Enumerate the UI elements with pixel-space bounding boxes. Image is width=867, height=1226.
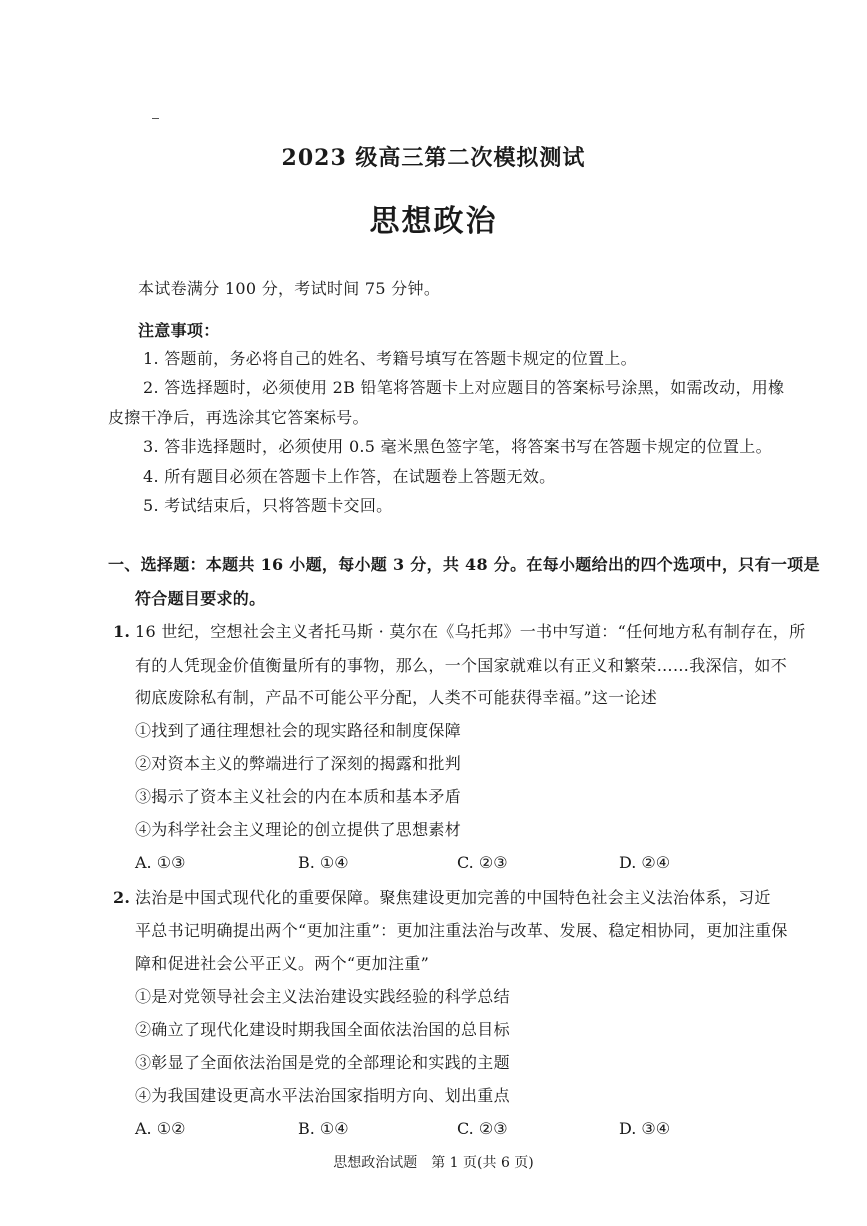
option-b: B. ①④ bbox=[298, 853, 349, 872]
option-d: D. ③④ bbox=[619, 1119, 671, 1138]
statement-item: ①找到了通往理想社会的现实路径和制度保障 bbox=[135, 721, 462, 740]
subject-title: 思想政治 bbox=[369, 204, 498, 239]
exam-title: 2023 级高三第二次模拟测试 bbox=[281, 145, 586, 171]
question-stem-line: 16 世纪，空想社会主义者托马斯 · 莫尔在《乌托邦》一书中写道：“任何地方私有制存在，所 bbox=[135, 622, 806, 641]
question-stem-line: 彻底废除私有制，产品不可能公平分配，人类不可能获得幸福。”这一论述 bbox=[135, 688, 658, 707]
note-item: 2. 答选择题时，必须使用 2B 铅笔将答题卡上对应题目的答案标号涂黑，如需改动，用橡 bbox=[143, 378, 785, 397]
option-c: C. ②③ bbox=[457, 853, 508, 872]
statement-item: ④为科学社会主义理论的创立提供了思想素材 bbox=[135, 820, 462, 839]
note-item-continued: 皮擦干净后，再选涂其它答案标号。 bbox=[108, 408, 369, 427]
question-number: 1. bbox=[113, 622, 131, 641]
option-a: A. ①③ bbox=[135, 853, 186, 872]
answer-options bbox=[135, 1119, 695, 1139]
option-c: C. ②③ bbox=[457, 1119, 508, 1138]
question-stem-line: 障和促进社会公平正义。两个“更加注重” bbox=[135, 954, 430, 973]
scan-mark bbox=[152, 118, 159, 119]
option-d: D. ②④ bbox=[619, 853, 671, 872]
statement-item: ②确立了现代化建设时期我国全面依法治国的总目标 bbox=[135, 1020, 510, 1039]
exam-info: 本试卷满分 100 分，考试时间 75 分钟。 bbox=[138, 279, 441, 298]
statement-item: ③揭示了资本主义社会的内在本质和基本矛盾 bbox=[135, 787, 462, 806]
note-item: 1. 答题前，务必将自己的姓名、考籍号填写在答题卡规定的位置上。 bbox=[143, 349, 637, 368]
option-b: B. ①④ bbox=[298, 1119, 349, 1138]
note-item: 3. 答非选择题时，必须使用 0.5 毫米黑色签字笔，将答案书写在答题卡规定的位置上。 bbox=[143, 437, 772, 456]
question-stem-line: 法治是中国式现代化的重要保障。聚焦建设更加完善的中国特色社会主义法治体系，习近 bbox=[135, 888, 771, 907]
answer-options bbox=[135, 853, 695, 873]
question-number: 2. bbox=[113, 888, 131, 907]
statement-item: ②对资本主义的弊端进行了深刻的揭露和批判 bbox=[135, 754, 462, 773]
note-item: 5. 考试结束后，只将答题卡交回。 bbox=[143, 496, 393, 515]
statement-item: ①是对党领导社会主义法治建设实践经验的科学总结 bbox=[135, 987, 510, 1006]
question-stem-line: 有的人凭现金价值衡量所有的事物，那么，一个国家就难以有正义和繁荣……我深信，如不 bbox=[135, 656, 788, 675]
statement-item: ③彰显了全面依法治国是党的全部理论和实践的主题 bbox=[135, 1053, 510, 1072]
section-heading: 一、选择题：本题共 16 小题，每小题 3 分，共 48 分。在每小题给出的四个选项中，只有一项是 bbox=[108, 555, 820, 574]
note-item: 4. 所有题目必须在答题卡上作答，在试题卷上答题无效。 bbox=[143, 467, 556, 486]
section-heading-continued: 符合题目要求的。 bbox=[135, 589, 266, 608]
statement-item: ④为我国建设更高水平法治国家指明方向、划出重点 bbox=[135, 1086, 510, 1105]
page-footer: 思想政治试题 第 1 页(共 6 页) bbox=[333, 1155, 534, 1171]
option-a: A. ①② bbox=[135, 1119, 186, 1138]
notes-heading: 注意事项： bbox=[138, 321, 220, 340]
question-stem-line: 平总书记明确提出两个“更加注重”：更加注重法治与改革、发展、稳定相协同，更加注重保 bbox=[135, 921, 788, 940]
